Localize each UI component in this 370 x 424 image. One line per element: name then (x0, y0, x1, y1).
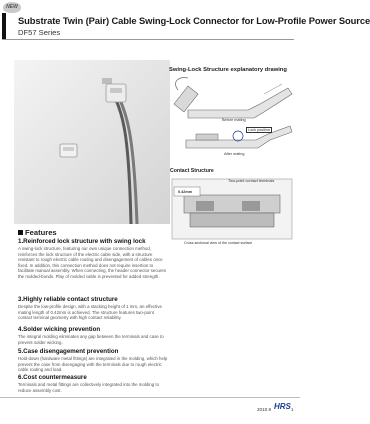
contact-structure-figure (170, 175, 294, 253)
footer-date: 2010.9 (257, 407, 272, 412)
lower-connector (60, 144, 77, 157)
page-title: Substrate Twin (Pair) Cable Swing-Lock Connector for Low-Profile Power Source (18, 15, 370, 26)
feature-6-title: 6.Cost countermeasure (18, 374, 87, 381)
feature-5-body: Hold-down (hardware metal fittings) are integrated in the molding, which help prevent the case from disengaging with the terminals due to rough electric cable routing and load. (18, 356, 168, 373)
connector-illustration (14, 60, 170, 224)
feature-1-title: 1.Reinforced lock structure with swing lock (18, 238, 146, 245)
footer-divider (0, 397, 300, 398)
header-divider (18, 39, 294, 40)
feature-5-title: 5.Case disengagement prevention (18, 348, 119, 355)
upper-connector (106, 84, 126, 102)
new-badge: NEW (3, 2, 21, 13)
title-accent-bar (2, 13, 6, 39)
feature-4-body: The integral molding eliminates any gap between the terminals and case to prevent solder wicking. (18, 334, 164, 345)
contact-caption: Cross-sectional view of the contact surface (184, 241, 253, 245)
features-heading-text: Features (25, 228, 57, 237)
swing-lock-drawing (168, 74, 296, 176)
hrs-logo: HRS (274, 402, 291, 411)
series-name: DF57 Series (18, 28, 61, 37)
contact-cross-section (170, 175, 294, 247)
heading-square-icon (18, 230, 23, 235)
swing-lock-diagram (168, 74, 296, 176)
feature-6-body: Terminals and metal fittings are collectively integrated into the molding to reduce assembly cost. (18, 382, 160, 393)
feature-3-title: 3.Highly reliable contact structure (18, 296, 118, 303)
product-photo (14, 60, 170, 224)
contact-structure-title: Contact Structure (170, 168, 214, 174)
before-mating-label: Before mating (222, 118, 246, 122)
stacking-height-value: 0.42mm (178, 190, 193, 194)
two-point-contact-label: Two-point contact terminals (228, 179, 275, 183)
features-heading (18, 228, 57, 237)
lock-position-label: Lock position (248, 128, 271, 132)
feature-4-title: 4.Solder wicking prevention (18, 326, 101, 333)
feature-3-body: Despite the low-profile design, with a stacking height of 1 mm, an effective mating length of 0.42mm is achieved. The structure features two-point contact terminal geometry with high contact reliability. (18, 304, 162, 321)
before-mating-figure (174, 78, 292, 118)
header-divider-left (2, 39, 18, 40)
page-number: 1 (291, 407, 294, 412)
after-mating-label: After mating (224, 152, 245, 156)
feature-1-body: A swing-lock structure, featuring our own unique connection method, reinforces the lock structure of the electric cable side, with a structure resistant to rough electric cable routing and disengagement of cables once fixed. In addition, this connection method does not require insertion to facilitate manual assembly. When connecting, the header connector secures the molded-bonds. Play of molded cable is prevented for added strength. (18, 246, 167, 279)
cable-pair (116, 100, 137, 224)
swing-lock-drawing-title: Swing-Lock Structure explanatory drawing (169, 67, 287, 73)
lock-position-figure (186, 126, 292, 148)
